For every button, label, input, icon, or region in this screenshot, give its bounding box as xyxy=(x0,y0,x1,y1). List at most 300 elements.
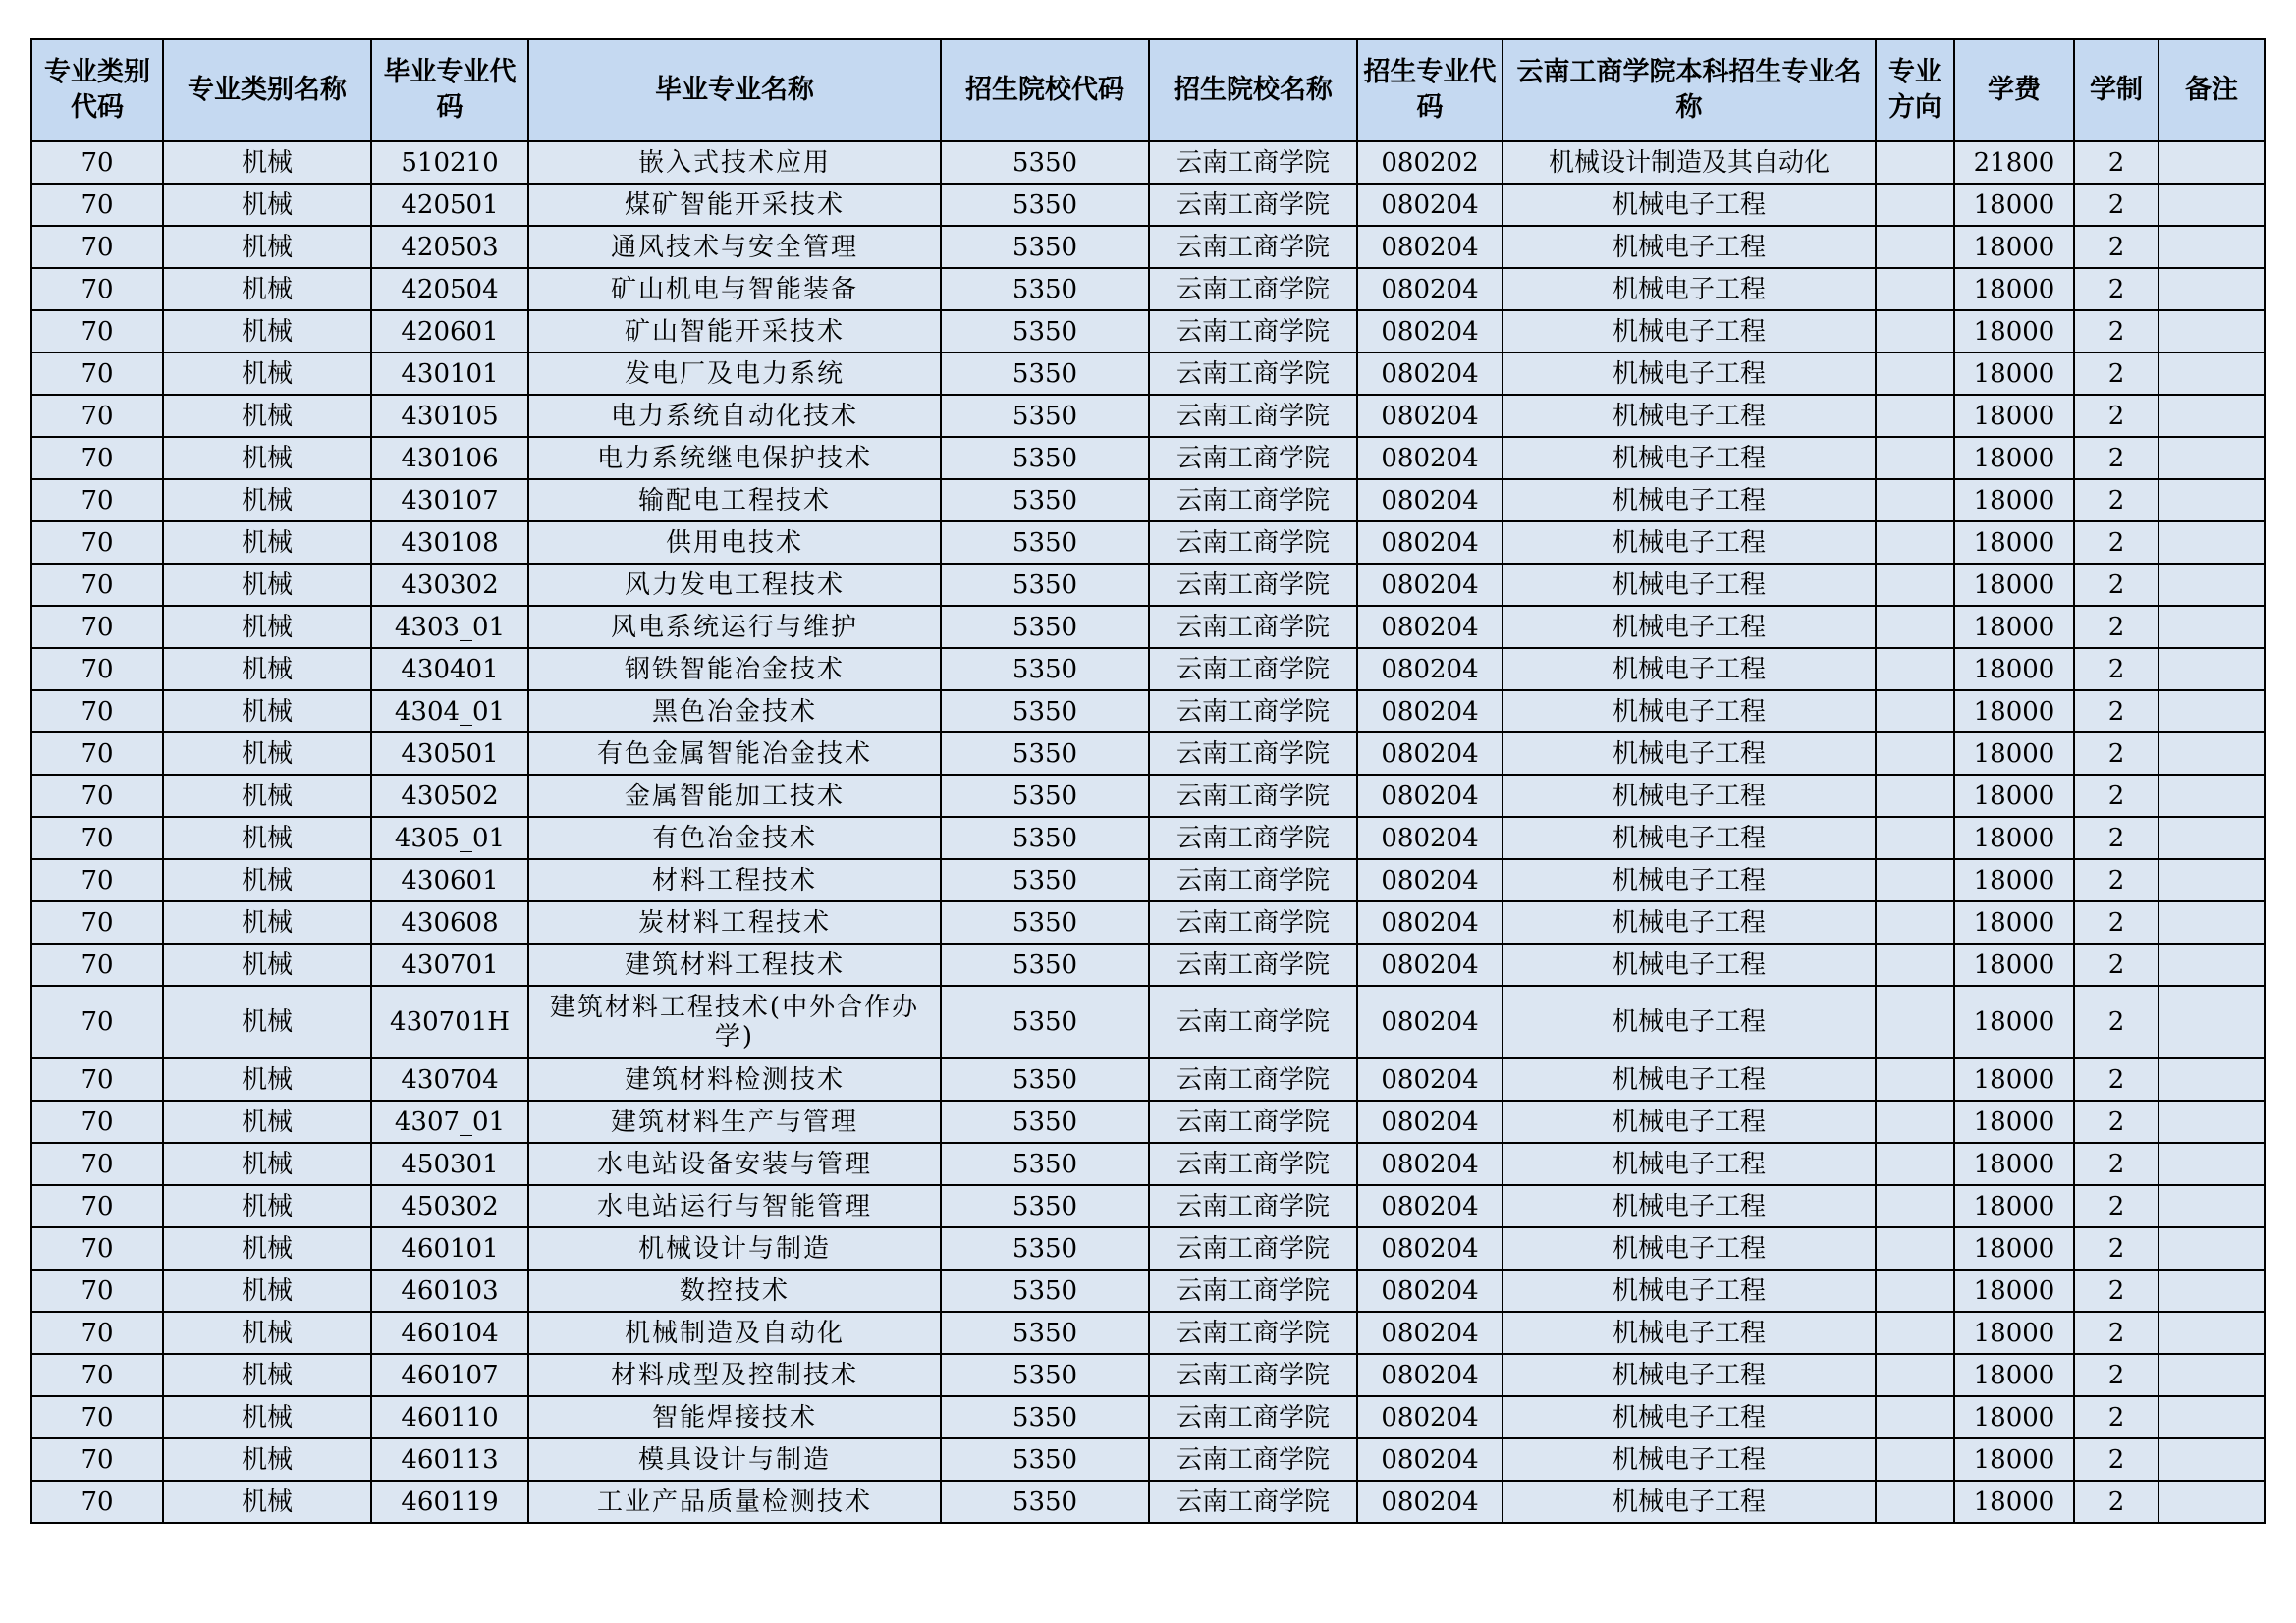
table-cell: 机械 xyxy=(163,1270,371,1312)
table-cell: 080204 xyxy=(1357,648,1503,690)
table-row xyxy=(31,1227,2265,1270)
table-cell: 5350 xyxy=(941,817,1149,859)
table-cell: 水电站运行与智能管理 xyxy=(528,1185,941,1227)
table-cell xyxy=(2159,1058,2265,1101)
table-cell: 建筑材料工程技术 xyxy=(528,944,941,986)
table-cell: 有色金属智能冶金技术 xyxy=(528,732,941,775)
table-cell: 机械 xyxy=(163,944,371,986)
table-cell: 2 xyxy=(2074,479,2159,521)
table-cell xyxy=(1876,986,1954,1058)
table-cell: 机械电子工程 xyxy=(1503,775,1876,817)
header-cell: 学费 xyxy=(1954,39,2074,141)
table-cell: 70 xyxy=(31,1227,163,1270)
table-cell: 080204 xyxy=(1357,1396,1503,1438)
table-cell: 机械电子工程 xyxy=(1503,1438,1876,1481)
table-cell xyxy=(1876,775,1954,817)
table-cell: 70 xyxy=(31,226,163,268)
header-cell: 毕业专业代码 xyxy=(371,39,528,141)
table-cell: 机械制造及自动化 xyxy=(528,1312,941,1354)
table-cell: 18000 xyxy=(1954,859,2074,901)
table-cell xyxy=(1876,817,1954,859)
table-cell: 080204 xyxy=(1357,479,1503,521)
table-cell xyxy=(1876,564,1954,606)
table-cell: 18000 xyxy=(1954,1270,2074,1312)
table-cell: 2 xyxy=(2074,1143,2159,1185)
table-cell: 机械 xyxy=(163,1438,371,1481)
table-cell: 5350 xyxy=(941,1101,1149,1143)
table-row xyxy=(31,1143,2265,1185)
table-cell: 云南工商学院 xyxy=(1149,310,1357,352)
table-cell: 工业产品质量检测技术 xyxy=(528,1481,941,1523)
table-cell: 430502 xyxy=(371,775,528,817)
table-row xyxy=(31,1396,2265,1438)
table-cell: 430701 xyxy=(371,944,528,986)
table-cell: 机械 xyxy=(163,648,371,690)
table-cell: 云南工商学院 xyxy=(1149,1438,1357,1481)
table-cell: 5350 xyxy=(941,648,1149,690)
table-cell: 18000 xyxy=(1954,944,2074,986)
table-cell: 风力发电工程技术 xyxy=(528,564,941,606)
table-cell: 云南工商学院 xyxy=(1149,859,1357,901)
table-row xyxy=(31,437,2265,479)
table-cell: 5350 xyxy=(941,437,1149,479)
table-cell: 080204 xyxy=(1357,901,1503,944)
table-cell xyxy=(2159,141,2265,184)
table-cell: 460110 xyxy=(371,1396,528,1438)
header-cell: 专业类别代码 xyxy=(31,39,163,141)
table-cell: 080204 xyxy=(1357,226,1503,268)
table-cell: 建筑材料生产与管理 xyxy=(528,1101,941,1143)
table-cell: 70 xyxy=(31,606,163,648)
table-cell: 建筑材料工程技术(中外合作办学) xyxy=(528,986,941,1058)
table-cell: 70 xyxy=(31,1185,163,1227)
table-cell: 机械设计制造及其自动化 xyxy=(1503,141,1876,184)
table-cell: 云南工商学院 xyxy=(1149,479,1357,521)
table-cell: 5350 xyxy=(941,226,1149,268)
table-cell: 18000 xyxy=(1954,732,2074,775)
table-cell: 云南工商学院 xyxy=(1149,986,1357,1058)
table-cell: 4307_01 xyxy=(371,1101,528,1143)
table-cell: 2 xyxy=(2074,268,2159,310)
table-cell: 430701H xyxy=(371,986,528,1058)
table-cell xyxy=(2159,1227,2265,1270)
table-cell: 机械电子工程 xyxy=(1503,690,1876,732)
table-cell: 电力系统继电保护技术 xyxy=(528,437,941,479)
table-cell: 2 xyxy=(2074,732,2159,775)
table-cell xyxy=(1876,1143,1954,1185)
table-cell: 机械电子工程 xyxy=(1503,1270,1876,1312)
table-cell: 2 xyxy=(2074,859,2159,901)
table-cell: 2 xyxy=(2074,1101,2159,1143)
table-cell: 70 xyxy=(31,395,163,437)
table-cell: 5350 xyxy=(941,1354,1149,1396)
table-cell: 18000 xyxy=(1954,901,2074,944)
table-cell: 080204 xyxy=(1357,1101,1503,1143)
table-cell: 机械电子工程 xyxy=(1503,986,1876,1058)
table-cell: 云南工商学院 xyxy=(1149,901,1357,944)
table-cell: 云南工商学院 xyxy=(1149,1481,1357,1523)
table-row xyxy=(31,352,2265,395)
table-cell xyxy=(1876,352,1954,395)
table-cell: 450301 xyxy=(371,1143,528,1185)
table-cell: 18000 xyxy=(1954,1481,2074,1523)
table-cell xyxy=(1876,521,1954,564)
table-cell: 机械 xyxy=(163,1312,371,1354)
table-row xyxy=(31,606,2265,648)
table-row xyxy=(31,1481,2265,1523)
table-cell: 080204 xyxy=(1357,564,1503,606)
table-body xyxy=(31,141,2265,1523)
table-cell: 5350 xyxy=(941,732,1149,775)
table-cell xyxy=(2159,1270,2265,1312)
table-cell: 18000 xyxy=(1954,1185,2074,1227)
table-cell: 5350 xyxy=(941,901,1149,944)
table-cell: 460104 xyxy=(371,1312,528,1354)
table-cell: 机械电子工程 xyxy=(1503,648,1876,690)
table-cell: 云南工商学院 xyxy=(1149,1058,1357,1101)
table-cell xyxy=(1876,1354,1954,1396)
table-cell: 机械 xyxy=(163,479,371,521)
table-row xyxy=(31,859,2265,901)
table-cell: 70 xyxy=(31,1101,163,1143)
table-cell xyxy=(2159,395,2265,437)
table-cell: 18000 xyxy=(1954,1101,2074,1143)
table-cell: 机械电子工程 xyxy=(1503,606,1876,648)
table-cell: 080204 xyxy=(1357,437,1503,479)
table-cell: 080204 xyxy=(1357,1481,1503,1523)
table-cell: 2 xyxy=(2074,1312,2159,1354)
table-cell: 机械电子工程 xyxy=(1503,1101,1876,1143)
table-cell xyxy=(1876,944,1954,986)
table-cell xyxy=(1876,395,1954,437)
table-cell: 发电厂及电力系统 xyxy=(528,352,941,395)
table-cell xyxy=(2159,352,2265,395)
table-cell: 机械 xyxy=(163,1396,371,1438)
table-row xyxy=(31,986,2265,1058)
table-row xyxy=(31,479,2265,521)
table-cell: 080204 xyxy=(1357,1354,1503,1396)
header-row xyxy=(31,39,2265,141)
table-cell: 云南工商学院 xyxy=(1149,1227,1357,1270)
table-cell: 430105 xyxy=(371,395,528,437)
table-cell: 080204 xyxy=(1357,817,1503,859)
table-cell: 460119 xyxy=(371,1481,528,1523)
table-cell xyxy=(2159,268,2265,310)
table-cell: 430107 xyxy=(371,479,528,521)
table-cell: 机械 xyxy=(163,1143,371,1185)
table-cell: 机械 xyxy=(163,564,371,606)
table-cell: 5350 xyxy=(941,1270,1149,1312)
table-cell: 机械 xyxy=(163,141,371,184)
table-cell: 2 xyxy=(2074,775,2159,817)
table-row xyxy=(31,564,2265,606)
table-cell xyxy=(2159,775,2265,817)
table-cell xyxy=(2159,817,2265,859)
table-cell: 机械电子工程 xyxy=(1503,564,1876,606)
table-cell: 云南工商学院 xyxy=(1149,817,1357,859)
table-cell: 2 xyxy=(2074,1227,2159,1270)
table-cell: 5350 xyxy=(941,1143,1149,1185)
table-cell: 70 xyxy=(31,352,163,395)
table-cell xyxy=(2159,986,2265,1058)
table-cell: 70 xyxy=(31,944,163,986)
table-cell: 70 xyxy=(31,268,163,310)
table-cell: 智能焊接技术 xyxy=(528,1396,941,1438)
table-cell: 云南工商学院 xyxy=(1149,1143,1357,1185)
table-cell: 2 xyxy=(2074,226,2159,268)
table-cell: 云南工商学院 xyxy=(1149,226,1357,268)
table-cell: 机械电子工程 xyxy=(1503,1227,1876,1270)
table-cell: 2 xyxy=(2074,648,2159,690)
table-cell: 云南工商学院 xyxy=(1149,564,1357,606)
table-cell: 机械电子工程 xyxy=(1503,1481,1876,1523)
table-cell xyxy=(2159,606,2265,648)
table-cell: 机械电子工程 xyxy=(1503,226,1876,268)
table-cell xyxy=(2159,648,2265,690)
header-cell: 备注 xyxy=(2159,39,2265,141)
table-cell: 2 xyxy=(2074,141,2159,184)
table-cell: 机械电子工程 xyxy=(1503,352,1876,395)
table-cell: 18000 xyxy=(1954,1396,2074,1438)
table-cell: 080204 xyxy=(1357,184,1503,226)
table-cell: 080204 xyxy=(1357,1312,1503,1354)
table-cell: 机械 xyxy=(163,521,371,564)
table-cell xyxy=(1876,606,1954,648)
table-cell: 2 xyxy=(2074,437,2159,479)
table-cell: 080204 xyxy=(1357,1143,1503,1185)
table-cell: 模具设计与制造 xyxy=(528,1438,941,1481)
table-row xyxy=(31,226,2265,268)
table-cell xyxy=(2159,564,2265,606)
table-cell: 云南工商学院 xyxy=(1149,1312,1357,1354)
table-cell: 2 xyxy=(2074,1058,2159,1101)
table-cell: 云南工商学院 xyxy=(1149,1185,1357,1227)
table-cell: 机械 xyxy=(163,690,371,732)
table-cell: 2 xyxy=(2074,395,2159,437)
table-cell xyxy=(2159,479,2265,521)
table-cell: 2 xyxy=(2074,1396,2159,1438)
table-cell: 2 xyxy=(2074,944,2159,986)
table-cell: 机械 xyxy=(163,352,371,395)
table-cell: 70 xyxy=(31,521,163,564)
table-row xyxy=(31,395,2265,437)
table-cell: 机械电子工程 xyxy=(1503,1396,1876,1438)
table-cell xyxy=(2159,732,2265,775)
table-cell: 机械 xyxy=(163,606,371,648)
table-row xyxy=(31,141,2265,184)
table-cell: 080204 xyxy=(1357,859,1503,901)
table-cell: 080204 xyxy=(1357,395,1503,437)
table-cell: 70 xyxy=(31,690,163,732)
table-cell: 70 xyxy=(31,1058,163,1101)
table-cell: 430108 xyxy=(371,521,528,564)
table-cell: 5350 xyxy=(941,352,1149,395)
table-cell xyxy=(1876,901,1954,944)
admissions-table xyxy=(30,38,2266,1524)
table-cell: 嵌入式技术应用 xyxy=(528,141,941,184)
table-cell: 机械 xyxy=(163,184,371,226)
table-cell: 2 xyxy=(2074,1185,2159,1227)
table-cell: 2 xyxy=(2074,1354,2159,1396)
table-cell: 机械 xyxy=(163,986,371,1058)
table-cell: 云南工商学院 xyxy=(1149,437,1357,479)
table-cell: 机械设计与制造 xyxy=(528,1227,941,1270)
table-cell: 18000 xyxy=(1954,564,2074,606)
table-cell: 18000 xyxy=(1954,479,2074,521)
table-cell: 5350 xyxy=(941,479,1149,521)
table-cell: 机械电子工程 xyxy=(1503,268,1876,310)
table-row xyxy=(31,648,2265,690)
table-cell: 风电系统运行与维护 xyxy=(528,606,941,648)
table-cell: 电力系统自动化技术 xyxy=(528,395,941,437)
table-cell: 70 xyxy=(31,1396,163,1438)
table-cell: 460113 xyxy=(371,1438,528,1481)
table-row xyxy=(31,732,2265,775)
table-cell: 18000 xyxy=(1954,395,2074,437)
table-cell: 云南工商学院 xyxy=(1149,395,1357,437)
table-cell: 460107 xyxy=(371,1354,528,1396)
table-cell: 2 xyxy=(2074,690,2159,732)
table-cell xyxy=(1876,1396,1954,1438)
table-cell: 70 xyxy=(31,184,163,226)
table-cell: 18000 xyxy=(1954,1143,2074,1185)
table-cell: 080204 xyxy=(1357,1270,1503,1312)
table-cell: 18000 xyxy=(1954,352,2074,395)
table-cell: 云南工商学院 xyxy=(1149,268,1357,310)
table-cell xyxy=(1876,141,1954,184)
table-cell: 黑色冶金技术 xyxy=(528,690,941,732)
table-cell xyxy=(2159,437,2265,479)
table-cell: 输配电工程技术 xyxy=(528,479,941,521)
table-cell xyxy=(2159,1185,2265,1227)
table-cell: 080204 xyxy=(1357,1438,1503,1481)
table-row xyxy=(31,901,2265,944)
table-cell: 4304_01 xyxy=(371,690,528,732)
table-cell: 5350 xyxy=(941,1058,1149,1101)
table-cell: 机械 xyxy=(163,775,371,817)
table-cell: 080204 xyxy=(1357,521,1503,564)
table-cell: 430302 xyxy=(371,564,528,606)
table-cell: 云南工商学院 xyxy=(1149,606,1357,648)
table-cell: 70 xyxy=(31,1143,163,1185)
table-row xyxy=(31,775,2265,817)
table-cell: 430608 xyxy=(371,901,528,944)
table-cell: 18000 xyxy=(1954,1438,2074,1481)
table-cell: 70 xyxy=(31,310,163,352)
table-cell: 430101 xyxy=(371,352,528,395)
table-cell xyxy=(1876,268,1954,310)
table-cell xyxy=(2159,184,2265,226)
table-cell: 机械电子工程 xyxy=(1503,732,1876,775)
header-cell: 毕业专业名称 xyxy=(528,39,941,141)
header-cell: 专业类别名称 xyxy=(163,39,371,141)
table-cell: 430106 xyxy=(371,437,528,479)
table-cell: 5350 xyxy=(941,521,1149,564)
table-cell: 云南工商学院 xyxy=(1149,184,1357,226)
table-cell: 080204 xyxy=(1357,1185,1503,1227)
table-cell xyxy=(1876,226,1954,268)
table-cell: 钢铁智能冶金技术 xyxy=(528,648,941,690)
table-cell: 70 xyxy=(31,1438,163,1481)
table-cell: 云南工商学院 xyxy=(1149,141,1357,184)
table-cell: 机械 xyxy=(163,1101,371,1143)
table-cell xyxy=(1876,648,1954,690)
table-cell xyxy=(1876,1185,1954,1227)
table-cell xyxy=(1876,1270,1954,1312)
table-cell: 5350 xyxy=(941,1438,1149,1481)
table-row xyxy=(31,817,2265,859)
table-cell: 18000 xyxy=(1954,1227,2074,1270)
header-cell: 学制 xyxy=(2074,39,2159,141)
table-cell: 080204 xyxy=(1357,352,1503,395)
table-cell: 数控技术 xyxy=(528,1270,941,1312)
table-cell: 5350 xyxy=(941,1396,1149,1438)
table-cell: 5350 xyxy=(941,775,1149,817)
table-cell: 机械电子工程 xyxy=(1503,859,1876,901)
header-cell: 云南工商学院本科招生专业名称 xyxy=(1503,39,1876,141)
table-cell: 080204 xyxy=(1357,944,1503,986)
table-cell: 70 xyxy=(31,901,163,944)
table-cell: 430401 xyxy=(371,648,528,690)
table-cell xyxy=(2159,1101,2265,1143)
table-cell: 2 xyxy=(2074,310,2159,352)
table-cell: 机械 xyxy=(163,1227,371,1270)
table-cell: 机械电子工程 xyxy=(1503,901,1876,944)
table-cell: 云南工商学院 xyxy=(1149,352,1357,395)
table-cell: 5350 xyxy=(941,184,1149,226)
table-cell: 云南工商学院 xyxy=(1149,648,1357,690)
table-cell: 5350 xyxy=(941,1185,1149,1227)
table-cell: 2 xyxy=(2074,352,2159,395)
table-cell xyxy=(2159,310,2265,352)
table-cell xyxy=(2159,1438,2265,1481)
table-cell: 2 xyxy=(2074,1270,2159,1312)
table-cell: 云南工商学院 xyxy=(1149,690,1357,732)
table-row xyxy=(31,1354,2265,1396)
table-cell: 机械 xyxy=(163,901,371,944)
table-cell: 5350 xyxy=(941,690,1149,732)
table-cell xyxy=(2159,1143,2265,1185)
table-cell: 5350 xyxy=(941,986,1149,1058)
table-cell xyxy=(1876,479,1954,521)
table-cell: 材料成型及控制技术 xyxy=(528,1354,941,1396)
table-cell: 机械电子工程 xyxy=(1503,944,1876,986)
table-cell: 18000 xyxy=(1954,437,2074,479)
table-cell: 4305_01 xyxy=(371,817,528,859)
header-cell: 专业方向 xyxy=(1876,39,1954,141)
table-cell: 2 xyxy=(2074,817,2159,859)
table-cell: 21800 xyxy=(1954,141,2074,184)
table-cell: 矿山机电与智能装备 xyxy=(528,268,941,310)
table-cell: 5350 xyxy=(941,1481,1149,1523)
table-cell: 机械电子工程 xyxy=(1503,479,1876,521)
table-cell: 矿山智能开采技术 xyxy=(528,310,941,352)
table-cell: 5350 xyxy=(941,859,1149,901)
table-cell xyxy=(1876,1481,1954,1523)
table-cell: 5350 xyxy=(941,1227,1149,1270)
table-row xyxy=(31,944,2265,986)
table-cell: 70 xyxy=(31,141,163,184)
table-cell xyxy=(2159,226,2265,268)
table-cell: 18000 xyxy=(1954,690,2074,732)
table-cell: 18000 xyxy=(1954,521,2074,564)
table-cell: 18000 xyxy=(1954,310,2074,352)
table-row xyxy=(31,521,2265,564)
table-cell: 5350 xyxy=(941,268,1149,310)
table-row xyxy=(31,310,2265,352)
table-cell: 机械电子工程 xyxy=(1503,1312,1876,1354)
table-cell: 机械 xyxy=(163,268,371,310)
